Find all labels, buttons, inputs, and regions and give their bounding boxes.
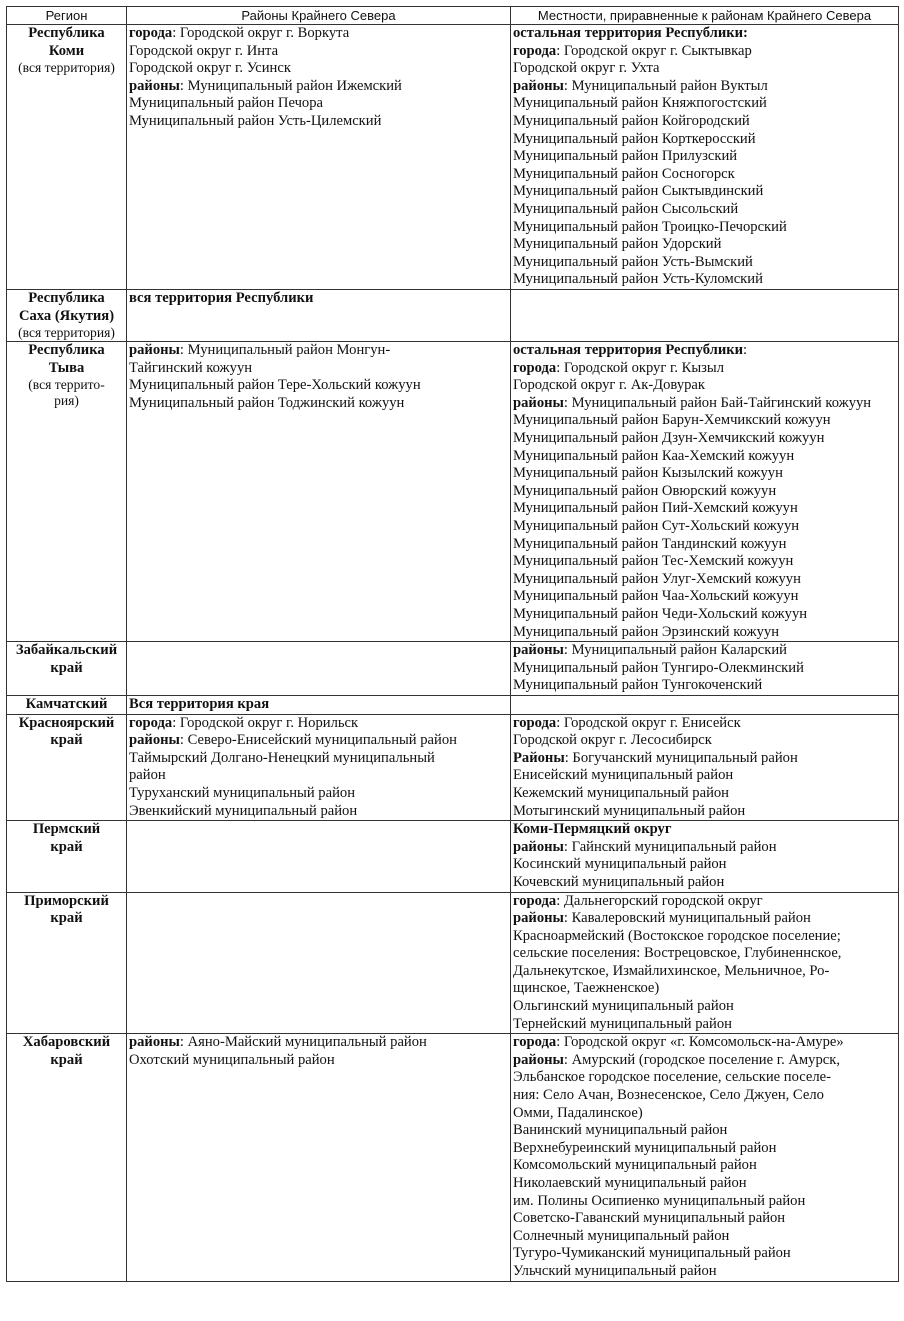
item-text: ния: Село Ачан, Вознесенское, Село Джуен, Село	[513, 1087, 824, 1104]
item-text: Муниципальный район Троицко-Печорский	[513, 218, 787, 235]
item-text: Эльбанское городское поселение, сельские поселе-	[513, 1069, 832, 1086]
list-item	[513, 254, 896, 272]
region-name: Республика	[28, 342, 105, 359]
list-item	[129, 803, 508, 821]
list-item	[513, 465, 896, 483]
category-label: остальная территория Республики	[513, 342, 744, 359]
item-text: Муниципальный район Печора	[129, 95, 323, 112]
equivalent-cell	[511, 1034, 899, 1281]
region-cell	[7, 714, 127, 821]
region-name: Республика	[28, 289, 105, 306]
region-cell	[7, 25, 127, 290]
item-text: : Муниципальный район Бай-Тайгинский кожуун	[563, 394, 872, 411]
list-item	[129, 60, 508, 78]
list-item	[513, 166, 896, 184]
item-text: : Кавалеровский муниципальный район	[563, 910, 811, 927]
item-text: Ольгинский муниципальный район	[513, 998, 734, 1015]
list-item	[513, 95, 896, 113]
item-text: Муниципальный район Койгородский	[513, 112, 750, 129]
list-item	[513, 928, 896, 946]
list-item	[513, 624, 896, 642]
far-north-cell	[127, 1034, 511, 1281]
item-text: Муниципальный район Пий-Хемский кожуун	[513, 500, 798, 517]
list-item	[513, 1245, 896, 1263]
region-cell	[7, 821, 127, 892]
item-text: Верхнебуреинский муниципальный район	[513, 1139, 777, 1156]
list-item	[513, 732, 896, 750]
item-text: сельские поселения: Вострецовское, Глубиненнское,	[513, 945, 842, 962]
item-text: Муниципальный район Чаа-Хольский кожуун	[513, 588, 799, 605]
table-row	[7, 714, 899, 821]
list-item	[129, 1052, 508, 1070]
region-cell	[7, 642, 127, 696]
region-name: край	[50, 910, 83, 927]
item-text: им. Полины Осипиенко муниципальный район	[513, 1192, 806, 1209]
list-item	[513, 660, 896, 678]
region-cell	[7, 1034, 127, 1281]
header-far-north-districts: Районы Крайнего Севера	[127, 7, 511, 25]
item-text: Муниципальный район Тунгиро-Олекминский	[513, 659, 804, 676]
category-label: города	[513, 359, 557, 376]
category-label: остальная территория Республики:	[513, 25, 748, 41]
item-text: : Гайнский муниципальный район	[563, 838, 777, 855]
list-item	[513, 131, 896, 149]
item-text: Муниципальный район Княжпогостский	[513, 95, 767, 112]
item-text: Дальнекутское, Измайлихинское, Мельничное, Ро-	[513, 962, 830, 979]
list-item	[129, 785, 508, 803]
item-text: Муниципальный район Сысольский	[513, 200, 739, 217]
list-item	[513, 1034, 896, 1052]
list-item	[513, 113, 896, 131]
category-label: районы	[513, 1051, 564, 1068]
item-text: : Городской округ г. Норильск	[172, 714, 359, 731]
list-item	[513, 360, 896, 378]
category-label: города	[513, 892, 557, 909]
region-note: рия)	[54, 393, 79, 409]
category-label: районы	[513, 394, 564, 411]
list-item	[513, 500, 896, 518]
list-item	[513, 677, 896, 695]
item-text: Советско-Гаванский муниципальный район	[513, 1210, 786, 1227]
category-label: районы	[129, 77, 180, 94]
item-text: Туруханский муниципальный район	[129, 784, 356, 801]
list-item	[513, 856, 896, 874]
list-item	[513, 1228, 896, 1246]
category-label: города	[513, 42, 557, 59]
list-item	[513, 448, 896, 466]
list-item	[513, 518, 896, 536]
list-item	[513, 377, 896, 395]
item-text: Городской округ г. Ухта	[513, 60, 660, 77]
item-text: : Богучанский муниципальный район	[564, 749, 798, 766]
item-text: Муниципальный район Усть-Куломский	[513, 271, 763, 288]
list-item	[513, 1157, 896, 1175]
table-row	[7, 342, 899, 642]
item-text: Кежемский муниципальный район	[513, 784, 729, 801]
equivalent-cell	[511, 342, 899, 642]
item-text: Мотыгинский муниципальный район	[513, 802, 746, 819]
regions-table	[6, 6, 899, 1282]
list-item	[129, 696, 508, 714]
item-text: : Городской округ г. Сыктывкар	[556, 42, 752, 59]
equivalent-cell	[511, 25, 899, 290]
list-item	[513, 60, 896, 78]
region-name: Приморский	[24, 892, 109, 909]
item-text: : Городской округ г. Воркута	[172, 25, 350, 41]
list-item	[513, 588, 896, 606]
list-item	[513, 893, 896, 911]
far-north-cell	[127, 25, 511, 290]
item-text: Омми, Падалинское)	[513, 1104, 643, 1121]
item-text: район	[129, 767, 166, 784]
list-item	[129, 750, 508, 768]
item-text: Муниципальный район Тунгокоченский	[513, 677, 763, 694]
item-text: Красноармейский (Востокское городское поселение;	[513, 927, 841, 944]
item-text: Комсомольский муниципальный район	[513, 1157, 757, 1174]
item-text: Эвенкийский муниципальный район	[129, 802, 358, 819]
table-row	[7, 892, 899, 1034]
category-label: Коми-Пермяцкий округ	[513, 821, 672, 838]
region-name: край	[50, 659, 83, 676]
list-item	[129, 395, 508, 413]
list-item	[513, 395, 896, 413]
list-item	[129, 360, 508, 378]
item-text: Муниципальный район Улуг-Хемский кожуун	[513, 570, 801, 587]
list-item	[513, 483, 896, 501]
list-item	[129, 95, 508, 113]
list-item	[513, 839, 896, 857]
list-item	[513, 342, 896, 360]
item-text: Ванинский муниципальный район	[513, 1122, 728, 1139]
equivalent-cell	[511, 642, 899, 696]
far-north-cell	[127, 695, 511, 714]
item-text: : Городской округ г. Кызыл	[556, 359, 725, 376]
item-text: Городской округ г. Ак-Довурак	[513, 377, 705, 394]
category-label: районы	[513, 910, 564, 927]
category-label: районы	[513, 838, 564, 855]
list-item	[513, 1140, 896, 1158]
region-name: Пермский	[32, 821, 101, 838]
category-label: Районы	[513, 749, 565, 766]
category-label: города	[513, 714, 557, 731]
category-label: вся территория Республики	[129, 289, 314, 306]
item-text: Охотский муниципальный район	[129, 1051, 335, 1068]
list-item	[513, 553, 896, 571]
category-label: районы	[513, 642, 564, 659]
item-text: : Городской округ «г. Комсомольск-на-Амуре»	[556, 1034, 844, 1051]
list-item	[513, 536, 896, 554]
table-row	[7, 1034, 899, 1281]
equivalent-cell	[511, 695, 899, 714]
item-text: Муниципальный район Усть-Вымский	[513, 253, 753, 270]
category-label: города	[129, 714, 173, 731]
far-north-cell	[127, 342, 511, 642]
category-label: Вся территория края	[129, 695, 270, 712]
list-item	[513, 201, 896, 219]
list-item	[129, 767, 508, 785]
item-text: Городской округ г. Инта	[129, 42, 279, 59]
list-item	[513, 1210, 896, 1228]
list-item	[513, 571, 896, 589]
item-text: Солнечный муниципальный район	[513, 1227, 730, 1244]
list-item	[513, 43, 896, 61]
table-row	[7, 695, 899, 714]
item-text: Тернейский муниципальный район	[513, 1015, 732, 1032]
equivalent-cell	[511, 714, 899, 821]
item-text: Таймырский Долгано-Ненецкий муниципальный	[129, 749, 435, 766]
list-item	[513, 998, 896, 1016]
item-text: Тайгинский кожуун	[129, 359, 253, 376]
list-item	[513, 803, 896, 821]
item-text: Городской округ г. Усинск	[129, 60, 291, 77]
list-item	[513, 1263, 896, 1281]
item-text: Муниципальный район Прилузский	[513, 148, 738, 165]
list-item	[513, 910, 896, 928]
list-item	[513, 1122, 896, 1140]
region-name: Саха (Якутия)	[18, 307, 115, 324]
list-item	[513, 412, 896, 430]
item-text: Муниципальный район Кызылский кожуун	[513, 465, 783, 482]
item-text: Енисейский муниципальный район	[513, 767, 734, 784]
item-text: Муниципальный район Тере-Хольский кожуун	[129, 377, 421, 394]
region-name: Красноярский	[18, 714, 115, 731]
item-text: Муниципальный район Каа-Хемский кожуун	[513, 447, 795, 464]
list-item	[513, 874, 896, 892]
list-item	[513, 236, 896, 254]
item-text: Муниципальный район Сут-Хольский кожуун	[513, 518, 800, 535]
item-text: Муниципальный район Тес-Хемский кожуун	[513, 553, 794, 570]
equivalent-cell	[511, 892, 899, 1034]
list-item	[129, 290, 508, 308]
list-item	[513, 430, 896, 448]
table-body	[7, 25, 899, 1282]
table-row	[7, 25, 899, 290]
category-label: районы	[129, 342, 180, 359]
item-text: Николаевский муниципальный район	[513, 1175, 747, 1191]
list-item	[129, 1034, 508, 1052]
list-item	[513, 1016, 896, 1034]
item-text: Городской округ г. Лесосибирск	[513, 732, 712, 749]
item-text: : Муниципальный район Монгун-	[179, 342, 391, 359]
item-text: : Амурский (городское поселение г. Амурск,	[563, 1051, 840, 1068]
region-name: край	[50, 1051, 83, 1068]
list-item	[513, 642, 896, 660]
list-item	[513, 78, 896, 96]
list-item	[513, 1087, 896, 1105]
category-label: районы	[129, 732, 180, 749]
item-text: Муниципальный район Сосногорск	[513, 165, 735, 182]
item-text: : Аяно-Майский муниципальный район	[179, 1034, 427, 1051]
item-text: Косинский муниципальный район	[513, 856, 727, 873]
region-cell	[7, 695, 127, 714]
list-item	[513, 1105, 896, 1123]
item-text: Тугуро-Чумиканский муниципальный район	[513, 1245, 791, 1262]
item-text: : Дальнегорский городской округ	[556, 892, 763, 909]
header-equivalent-localities: Местности, приравненные к районам Крайнего Севера	[511, 7, 899, 25]
region-name: край	[50, 732, 83, 749]
list-item	[513, 980, 896, 998]
item-text: :	[743, 342, 748, 359]
list-item	[513, 785, 896, 803]
list-item	[513, 1193, 896, 1211]
item-text: : Муниципальный район Ижемский	[179, 77, 402, 94]
item-text: Муниципальный район Барун-Хемчикский кожуун	[513, 412, 831, 429]
region-note: (вся территория)	[18, 60, 115, 76]
list-item	[513, 1052, 896, 1070]
item-text: Ульчский муниципальный район	[513, 1262, 717, 1279]
item-text: Муниципальный район Дзун-Хемчикский кожуун	[513, 430, 825, 447]
list-item	[129, 377, 508, 395]
list-item	[513, 715, 896, 733]
item-text: щинское, Таежненское)	[513, 980, 660, 997]
item-text: Муниципальный район Тоджинский кожуун	[129, 394, 405, 411]
item-text: Муниципальный район Усть-Цилемский	[129, 112, 382, 129]
region-name: Республика	[28, 25, 105, 41]
far-north-cell	[127, 821, 511, 892]
list-item	[513, 219, 896, 237]
item-text: Муниципальный район Эрзинский кожуун	[513, 623, 780, 640]
far-north-cell	[127, 642, 511, 696]
list-item	[513, 963, 896, 981]
equivalent-cell	[511, 821, 899, 892]
region-cell	[7, 342, 127, 642]
item-text: : Муниципальный район Каларский	[563, 642, 787, 659]
list-item	[129, 78, 508, 96]
category-label: районы	[513, 77, 564, 94]
list-item	[129, 113, 508, 131]
list-item	[513, 25, 896, 43]
region-name: Забайкальский	[15, 642, 118, 659]
region-note: (вся территория)	[18, 325, 115, 341]
region-name: край	[50, 838, 83, 855]
list-item	[129, 342, 508, 360]
list-item	[513, 767, 896, 785]
category-label: города	[513, 1034, 557, 1051]
list-item	[513, 271, 896, 289]
list-item	[129, 43, 508, 61]
item-text: Кочевский муниципальный район	[513, 873, 725, 890]
region-name: Камчатский	[25, 695, 108, 712]
region-cell	[7, 892, 127, 1034]
item-text: : Городской округ г. Енисейск	[556, 714, 741, 731]
item-text: Муниципальный район Сыктывдинский	[513, 183, 764, 200]
item-text: Муниципальный район Чеди-Хольский кожуун	[513, 606, 808, 622]
far-north-cell	[127, 892, 511, 1034]
region-name: Коми	[48, 42, 85, 59]
item-text: Муниципальный район Тандинский кожуун	[513, 535, 787, 552]
table-row	[7, 821, 899, 892]
item-text: Муниципальный район Корткеросский	[513, 130, 756, 147]
list-item	[513, 606, 896, 624]
region-name: Тыва	[48, 359, 85, 376]
list-item	[129, 715, 508, 733]
list-item	[513, 750, 896, 768]
item-text: : Муниципальный район Вуктыл	[563, 77, 768, 94]
item-text: : Северо-Енисейский муниципальный район	[179, 732, 457, 749]
region-note: (вся террито-	[28, 377, 105, 393]
equivalent-cell	[511, 289, 899, 341]
table-row	[7, 289, 899, 341]
list-item	[513, 1069, 896, 1087]
list-item	[513, 1175, 896, 1193]
far-north-cell	[127, 714, 511, 821]
list-item	[513, 183, 896, 201]
list-item	[513, 945, 896, 963]
far-north-cell	[127, 289, 511, 341]
list-item	[129, 732, 508, 750]
item-text: Муниципальный район Удорский	[513, 236, 722, 253]
item-text: Муниципальный район Овюрский кожуун	[513, 482, 777, 499]
list-item	[129, 25, 508, 43]
list-item	[513, 821, 896, 839]
category-label: города	[129, 25, 173, 41]
header-region: Регион	[7, 7, 127, 25]
table-header-row	[7, 7, 899, 25]
region-name: Хабаровский	[22, 1034, 111, 1051]
region-cell	[7, 289, 127, 341]
table-row	[7, 642, 899, 696]
list-item	[513, 148, 896, 166]
category-label: районы	[129, 1034, 180, 1051]
